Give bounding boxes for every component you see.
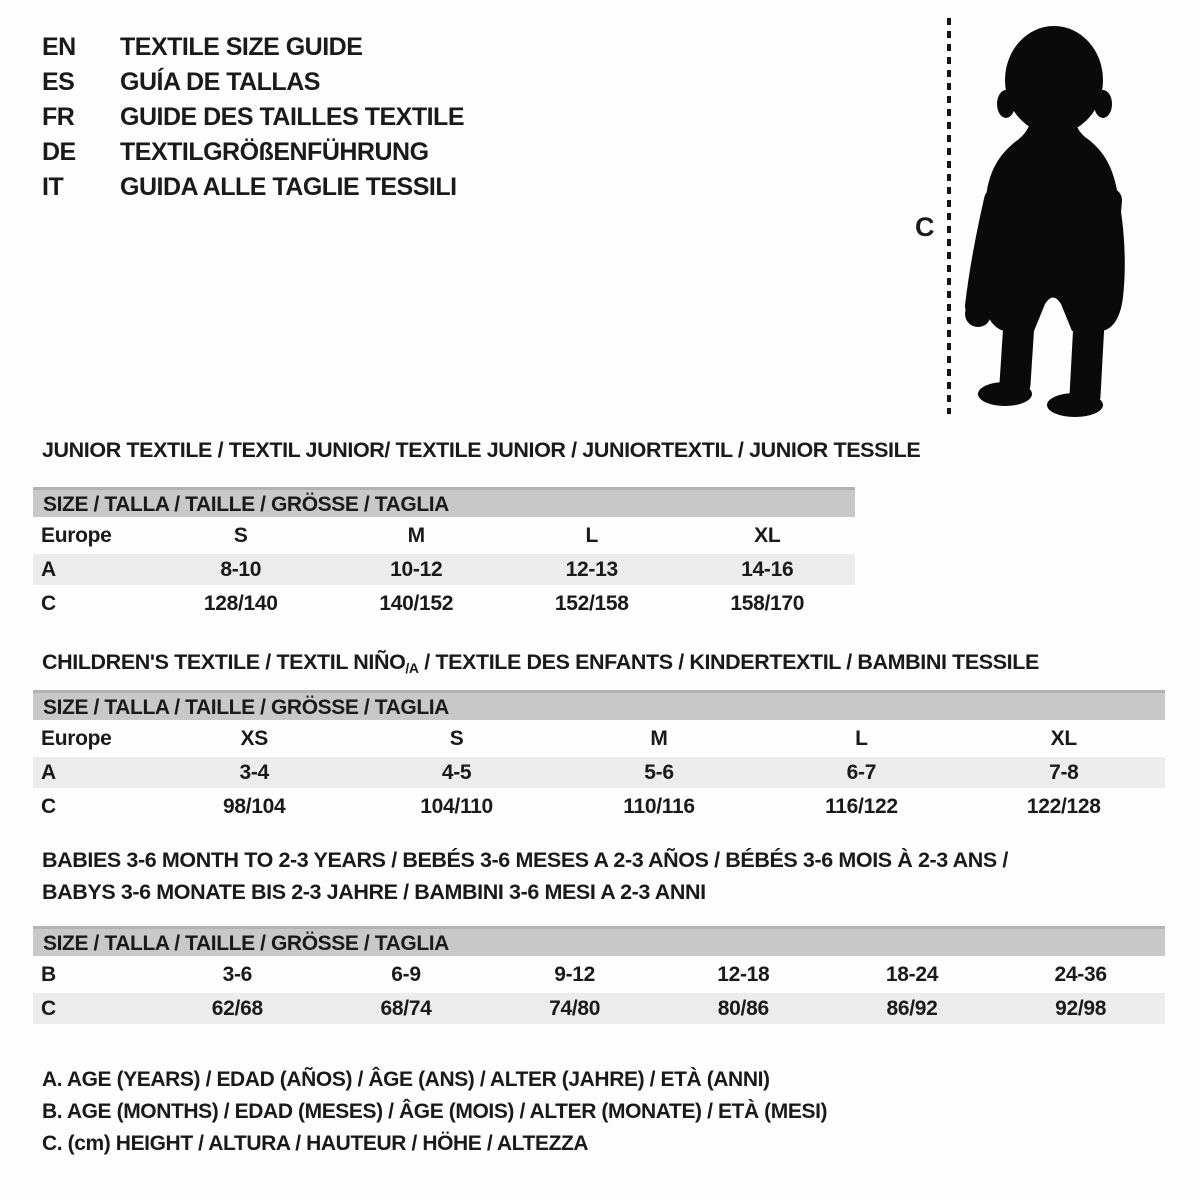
age-value: 6-7 <box>846 760 877 784</box>
height-measure-label: C <box>915 212 935 242</box>
size-value: XL <box>754 523 781 547</box>
row-label: B <box>41 962 56 986</box>
age-value: 3-6 <box>222 962 253 986</box>
row-label: Europe <box>41 523 112 547</box>
age-value: 14-16 <box>741 557 794 581</box>
height-value: 68/74 <box>380 996 432 1020</box>
language-code: ES <box>42 68 75 96</box>
table-row-europe <box>33 520 855 551</box>
legend-line-a: A. AGE (YEARS) / EDAD (AÑOS) / ÂGE (ANS) / ALTER (JAHRE) / ETÀ (ANNI) <box>42 1068 770 1091</box>
age-value: 12-13 <box>565 557 618 581</box>
height-value: 62/68 <box>211 996 263 1020</box>
size-value: M <box>407 523 425 547</box>
age-value: 8-10 <box>220 557 262 581</box>
language-code: EN <box>42 33 76 61</box>
age-value: 24-36 <box>1054 962 1107 986</box>
legend-line-c: C. (cm) HEIGHT / ALTURA / HAUTEUR / HÖHE / ALTEZZA <box>42 1132 589 1155</box>
height-value: 152/158 <box>554 591 629 615</box>
height-value: 122/128 <box>1026 794 1101 818</box>
size-value: XL <box>1050 726 1077 750</box>
size-value: XS <box>240 726 268 750</box>
guide-title: GUÍA DE TALLAS <box>120 68 320 96</box>
table-row-height-cm <box>33 791 1165 822</box>
row-label: C <box>41 996 56 1020</box>
language-row-fr <box>42 100 464 135</box>
language-row-it <box>42 170 464 205</box>
age-value: 4-5 <box>441 760 472 784</box>
height-dashed-line <box>947 18 951 414</box>
children-heading-subscript: /A <box>405 660 419 676</box>
size-header-bar: SIZE / TALLA / TAILLE / GRÖSSE / TAGLIA <box>33 690 1165 720</box>
children-section-heading <box>42 650 1039 676</box>
row-label: C <box>41 794 56 818</box>
language-row-en <box>42 30 464 65</box>
measurement-legend <box>42 1068 827 1164</box>
age-value: 3-4 <box>239 760 269 784</box>
table-row-age-years <box>33 757 1165 788</box>
size-value: L <box>855 726 868 750</box>
height-value: 98/104 <box>222 794 286 818</box>
language-code: DE <box>42 138 76 166</box>
guide-title: GUIDE DES TAILLES TEXTILE <box>120 103 465 131</box>
language-row-de <box>42 135 464 170</box>
children-heading-text: CHILDREN'S TEXTILE / TEXTIL NIÑO <box>42 650 406 674</box>
size-value: M <box>650 726 668 750</box>
babies-heading-line1: BABIES 3-6 MONTH TO 2-3 YEARS / BEBÉS 3-6 MESES A 2-3 AÑOS / BÉBÉS 3-6 MOIS À 2-3 ANS / <box>42 848 1008 872</box>
babies-section-heading <box>42 848 1008 912</box>
height-value: 80/86 <box>717 996 769 1020</box>
age-value: 6-9 <box>391 962 421 986</box>
junior-section-heading: JUNIOR TEXTILE / TEXTIL JUNIOR/ TEXTILE JUNIOR / JUNIORTEXTIL / JUNIOR TESSILE <box>42 438 921 462</box>
height-value: 74/80 <box>549 996 601 1020</box>
table-row-height-cm <box>33 588 855 619</box>
age-value: 9-12 <box>554 962 596 986</box>
size-header-bar: SIZE / TALLA / TAILLE / GRÖSSE / TAGLIA <box>33 926 1165 956</box>
table-row-age-years <box>33 554 855 585</box>
size-value: L <box>585 523 599 547</box>
guide-title: GUIDA ALLE TAGLIE TESSILI <box>120 173 457 201</box>
language-row-es <box>42 65 464 100</box>
size-value: S <box>233 523 248 547</box>
table-row-height-cm <box>33 993 1165 1024</box>
height-value: 110/116 <box>623 794 695 818</box>
guide-title: TEXTILGRÖßENFÜHRUNG <box>120 138 429 166</box>
legend-line-b: B. AGE (MONTHS) / EDAD (MESES) / ÂGE (MOIS) / ALTER (MONATE) / ETÀ (MESI) <box>42 1100 828 1123</box>
height-value: 116/122 <box>825 794 898 818</box>
row-label: Europe <box>41 726 112 750</box>
size-value: S <box>449 726 464 750</box>
guide-title: TEXTILE SIZE GUIDE <box>120 33 363 61</box>
junior-size-table <box>33 487 855 619</box>
height-value: 86/92 <box>886 996 938 1020</box>
babies-heading-line2: BABYS 3-6 MONATE BIS 2-3 JAHRE / BAMBINI 3-6 MESI A 2-3 ANNI <box>42 880 706 904</box>
babies-size-table <box>33 926 1165 1024</box>
children-heading-text: / TEXTILE DES ENFANTS / KINDERTEXTIL / BAMBINI TESSILE <box>418 650 1039 674</box>
height-value: 128/140 <box>203 591 278 615</box>
height-value: 140/152 <box>379 591 454 615</box>
age-value: 12-18 <box>717 962 770 986</box>
language-code: FR <box>42 103 75 131</box>
size-header-bar: SIZE / TALLA / TAILLE / GRÖSSE / TAGLIA <box>33 487 855 517</box>
age-value: 18-24 <box>885 962 939 986</box>
height-value: 92/98 <box>1055 996 1107 1020</box>
language-title-list <box>42 30 464 205</box>
table-row-age-months <box>33 959 1165 990</box>
language-code: IT <box>42 173 64 201</box>
row-label: A <box>41 557 56 581</box>
height-value: 158/170 <box>730 591 805 615</box>
row-label: A <box>41 760 56 784</box>
age-value: 5-6 <box>644 760 674 784</box>
children-size-table <box>33 690 1165 822</box>
age-value: 7-8 <box>1049 760 1079 784</box>
height-value: 104/110 <box>420 794 493 818</box>
age-value: 10-12 <box>390 557 443 581</box>
toddler-silhouette-icon <box>962 14 1142 418</box>
row-label: C <box>41 591 56 615</box>
table-row-europe <box>33 723 1165 754</box>
